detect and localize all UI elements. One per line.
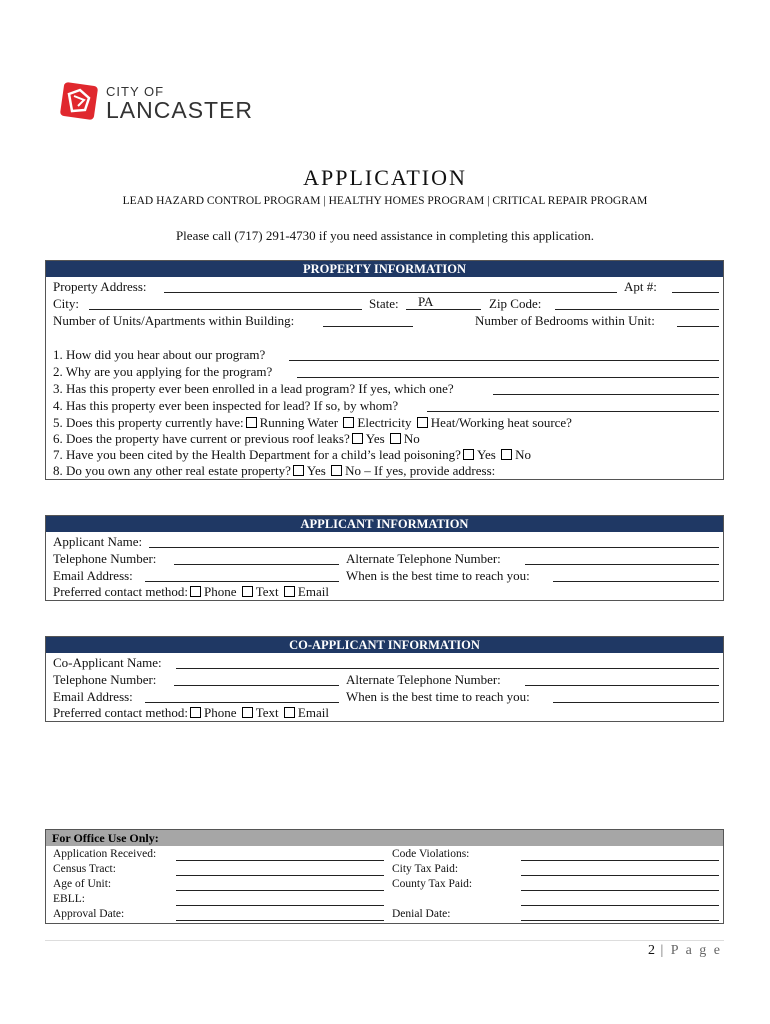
applicant-alt-phone-field[interactable]: [525, 551, 719, 565]
coapplicant-phone-option: Phone: [204, 705, 237, 720]
ebll-label: EBLL:: [53, 893, 85, 905]
city-tax-field[interactable]: [521, 862, 719, 876]
other-property-yes-label: Yes: [306, 463, 326, 478]
roof-leaks-no-checkbox[interactable]: [390, 433, 401, 444]
state-value: PA: [418, 294, 434, 309]
question-2: 2. Why are you applying for the program?: [53, 364, 273, 379]
page-number: [648, 943, 722, 959]
other-property-no-checkbox[interactable]: [331, 465, 342, 476]
state-field[interactable]: [406, 296, 481, 310]
apt-field[interactable]: [672, 279, 719, 293]
approval-date-field[interactable]: [176, 907, 384, 921]
coapplicant-info-header: CO-APPLICANT INFORMATION: [46, 637, 723, 653]
coapplicant-email-checkbox[interactable]: [284, 707, 295, 718]
applicant-email-field[interactable]: [145, 568, 339, 582]
applicant-phone-option: Phone: [204, 584, 237, 599]
bedrooms-field[interactable]: [677, 313, 719, 327]
state-label: State:: [369, 296, 399, 311]
running-water-checkbox[interactable]: [246, 417, 257, 428]
property-info-header: PROPERTY INFORMATION: [46, 261, 723, 277]
coapplicant-best-time-label: When is the best time to reach you:: [346, 689, 530, 704]
page-number-value: 2: [647, 943, 655, 958]
zip-label: Zip Code:: [489, 296, 542, 311]
extra-office-field[interactable]: [521, 892, 719, 906]
coapplicant-email-label: Email Address:: [53, 689, 133, 704]
county-tax-label: County Tax Paid:: [392, 878, 473, 890]
page-title: APPLICATION: [303, 165, 467, 190]
running-water-label: Running Water: [259, 415, 339, 430]
question-1: 1. How did you hear about our program?: [53, 347, 266, 362]
heat-checkbox[interactable]: [417, 417, 428, 428]
coapplicant-contact-label: Preferred contact method:: [53, 705, 188, 720]
census-tract-field[interactable]: [176, 862, 384, 876]
units-field[interactable]: [323, 313, 413, 327]
question-5: 5. Does this property currently have:: [53, 415, 244, 430]
electricity-checkbox[interactable]: [343, 417, 354, 428]
denial-date-label: Denial Date:: [392, 908, 451, 920]
bedrooms-label: Number of Bedrooms within Unit:: [475, 313, 655, 328]
apt-label: Apt #:: [624, 279, 657, 294]
applicant-best-time-label: When is the best time to reach you:: [346, 568, 530, 583]
applicant-phone-field[interactable]: [174, 551, 339, 565]
applicant-email-option: Email: [297, 584, 329, 599]
question-6: 6. Does the property have current or previous roof leaks?: [53, 431, 350, 446]
question-3-field[interactable]: [493, 381, 719, 395]
coapplicant-name-label: Co-Applicant Name:: [53, 655, 162, 670]
approval-date-label: Approval Date:: [53, 908, 125, 920]
property-address-label: Property Address:: [53, 279, 147, 294]
city-logo-icon: [60, 82, 98, 120]
roof-leaks-no-label: No: [403, 431, 420, 446]
office-use-section: [45, 829, 724, 924]
age-of-unit-field[interactable]: [176, 877, 384, 891]
application-received-field[interactable]: [176, 847, 384, 861]
city-field[interactable]: [89, 296, 362, 310]
code-violations-field[interactable]: [521, 847, 719, 861]
denial-date-field[interactable]: [521, 907, 719, 921]
city-label: City:: [53, 296, 80, 311]
question-8: 8. Do you own any other real estate property?: [53, 463, 291, 478]
program-list: LEAD HAZARD CONTROL PROGRAM | HEALTHY HOMES PROGRAM | CRITICAL REPAIR PROGRAM: [122, 195, 648, 207]
applicant-phone-label: Telephone Number:: [53, 551, 157, 566]
coapplicant-info-section: [45, 636, 724, 722]
question-7: 7. Have you been cited by the Health Department for a child’s lead poisoning?: [53, 447, 461, 462]
coapplicant-name-field[interactable]: [176, 655, 719, 669]
applicant-info-section: [45, 515, 724, 601]
page-word: P a g e: [670, 943, 722, 958]
heat-label: Heat/Working heat source?: [430, 415, 572, 430]
office-use-header: For Office Use Only:: [46, 830, 723, 846]
coapplicant-text-option: Text: [255, 705, 279, 720]
county-tax-field[interactable]: [521, 877, 719, 891]
applicant-text-checkbox[interactable]: [242, 586, 253, 597]
logo-city-of: CITY OF: [106, 84, 165, 99]
code-violations-label: Code Violations:: [392, 848, 470, 860]
applicant-name-label: Applicant Name:: [53, 534, 143, 549]
assistance-line: Please call (717) 291-4730 if you need assistance in completing this application.: [175, 228, 595, 243]
coapplicant-alt-phone-label: Alternate Telephone Number:: [346, 672, 501, 687]
logo-lancaster: LANCASTER: [106, 97, 254, 123]
application-received-label: Application Received:: [53, 848, 157, 860]
cited-no-label: No: [515, 447, 531, 462]
cited-yes-label: Yes: [476, 447, 496, 462]
other-property-no-label: No – If yes, provide address:: [345, 463, 496, 478]
applicant-alt-phone-label: Alternate Telephone Number:: [346, 551, 501, 566]
cited-no-checkbox[interactable]: [501, 449, 512, 460]
applicant-text-option: Text: [255, 584, 279, 599]
cited-yes-checkbox[interactable]: [463, 449, 474, 460]
question-1-field[interactable]: [289, 347, 719, 361]
census-tract-label: Census Tract:: [53, 863, 116, 875]
city-tax-label: City Tax Paid:: [392, 863, 459, 875]
coapplicant-phone-checkbox[interactable]: [190, 707, 201, 718]
question-2-field[interactable]: [297, 364, 719, 378]
applicant-best-time-field[interactable]: [553, 568, 719, 582]
coapplicant-email-field[interactable]: [145, 689, 339, 703]
units-label: Number of Units/Apartments within Building:: [53, 313, 295, 328]
coapplicant-phone-field[interactable]: [174, 672, 339, 686]
question-4-field[interactable]: [427, 398, 719, 412]
coapplicant-email-option: Email: [297, 705, 329, 720]
applicant-name-field[interactable]: [149, 534, 719, 548]
roof-leaks-yes-label: Yes: [365, 431, 385, 446]
question-3: 3. Has this property ever been enrolled in a lead program? If yes, which one?: [53, 381, 454, 396]
applicant-email-checkbox[interactable]: [284, 586, 295, 597]
other-property-yes-checkbox[interactable]: [293, 465, 304, 476]
coapplicant-best-time-field[interactable]: [553, 689, 719, 703]
applicant-contact-label: Preferred contact method:: [53, 584, 188, 599]
roof-leaks-yes-checkbox[interactable]: [352, 433, 363, 444]
coapplicant-phone-label: Telephone Number:: [53, 672, 157, 687]
property-address-field[interactable]: [164, 279, 617, 293]
applicant-email-label: Email Address:: [53, 568, 133, 583]
applicant-phone-checkbox[interactable]: [190, 586, 201, 597]
zip-field[interactable]: [555, 296, 719, 310]
age-of-unit-label: Age of Unit:: [53, 878, 112, 890]
coapplicant-alt-phone-field[interactable]: [525, 672, 719, 686]
property-info-section: [45, 260, 724, 480]
ebll-field[interactable]: [176, 892, 384, 906]
electricity-label: Electricity: [357, 415, 412, 430]
applicant-info-header: APPLICANT INFORMATION: [46, 516, 723, 532]
question-4: 4. Has this property ever been inspected for lead? If so, by whom?: [53, 398, 399, 413]
coapplicant-text-checkbox[interactable]: [242, 707, 253, 718]
footer-divider: [45, 940, 724, 941]
page-separator: |: [654, 943, 671, 958]
